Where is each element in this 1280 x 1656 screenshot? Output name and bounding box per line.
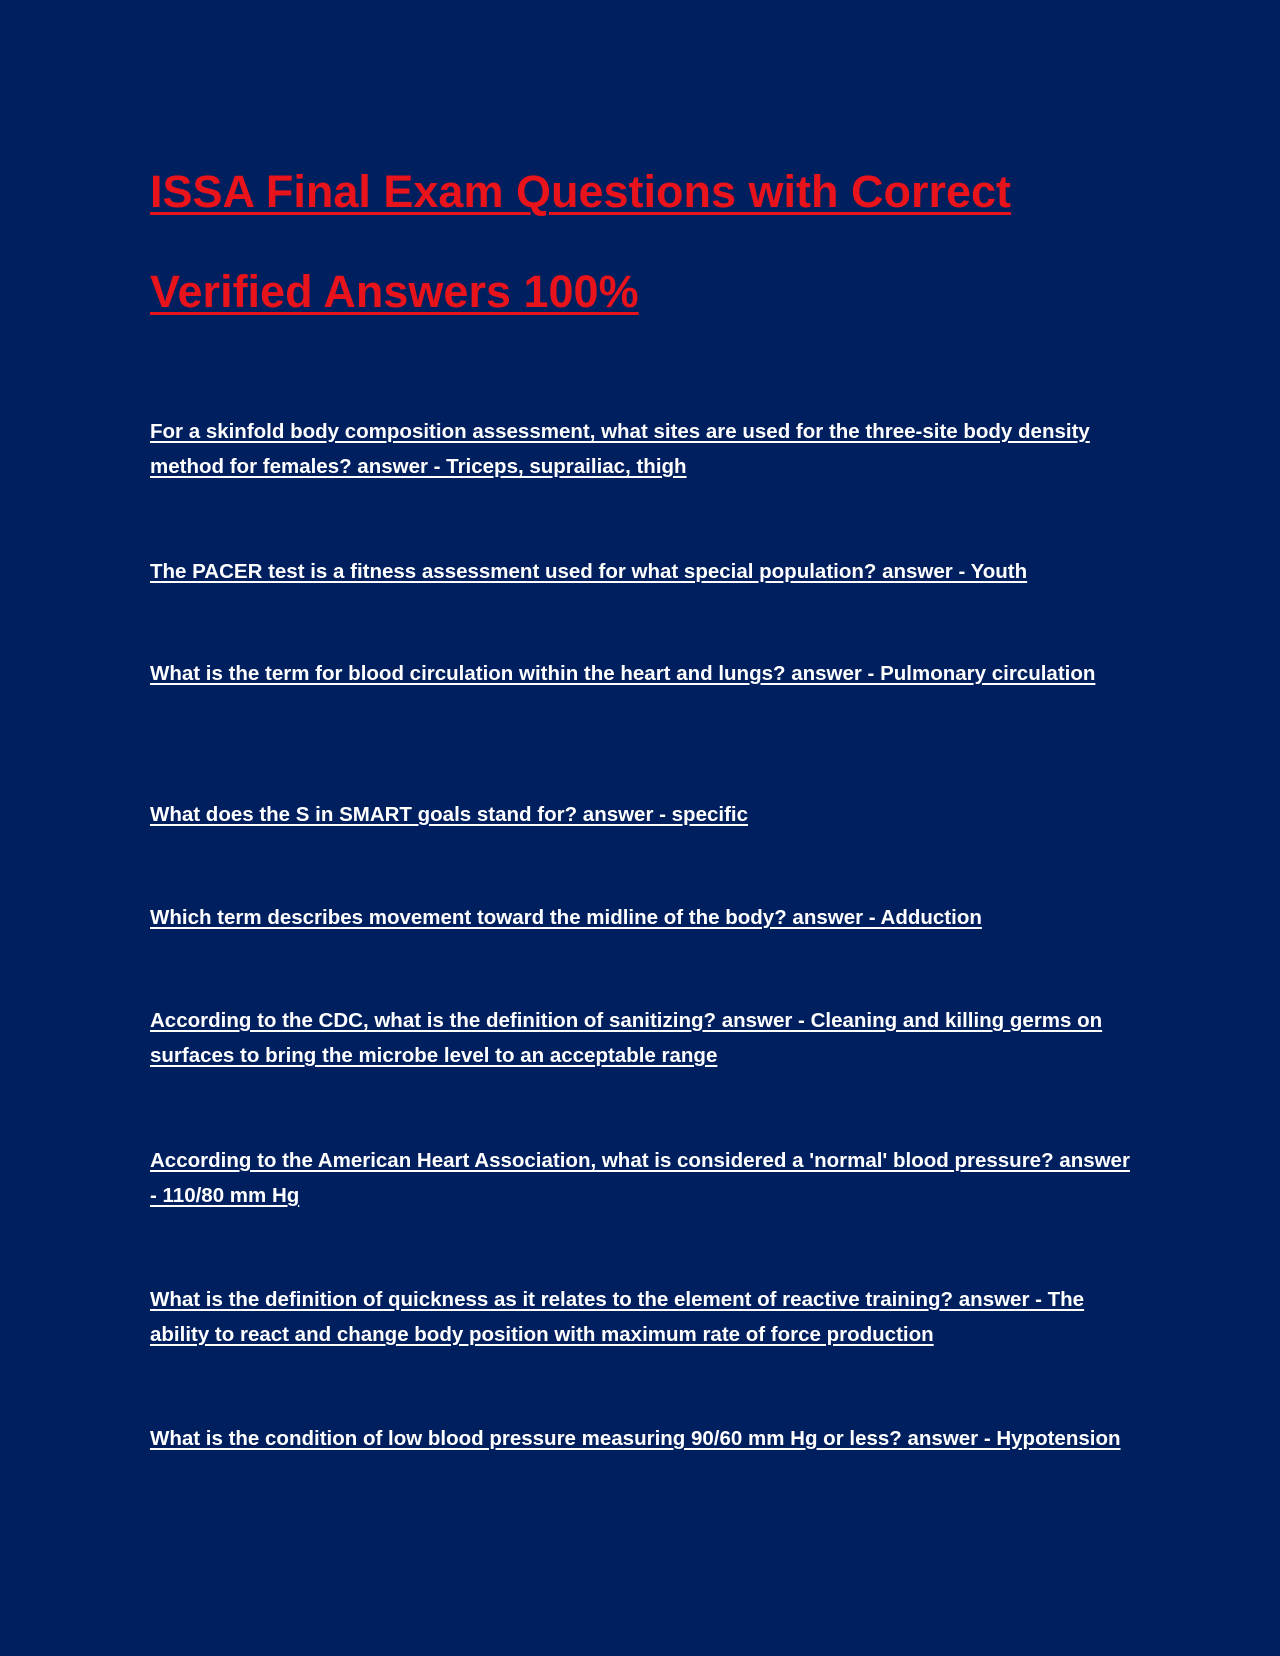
qa-item: What is the condition of low blood pressure measuring 90/60 mm Hg or less? answer - Hypotension: [150, 1427, 1121, 1450]
qa-item: What is the definition of quickness as it relates to the element of reactive training? answer - The ability to react and change body position with maximum rate of force production: [150, 1288, 1085, 1346]
qa-item: What is the term for blood circulation within the heart and lungs? answer - Pulmonary circulation: [150, 662, 1096, 685]
document-title: ISSA Final Exam Questions with Correct Verified Answers 100%: [150, 166, 1012, 317]
qa-item: Which term describes movement toward the midline of the body? answer - Adduction: [150, 906, 982, 929]
qa-item: What does the S in SMART goals stand for? answer - specific: [150, 803, 749, 826]
qa-item: For a skinfold body composition assessment, what sites are used for the three-site body density method for females? answer - Triceps, suprailiac, thigh: [150, 420, 1090, 478]
qa-item: The PACER test is a fitness assessment used for what special population? answer - Youth: [150, 560, 1028, 583]
qa-item: According to the CDC, what is the definition of sanitizing? answer - Cleaning and killing germs on surfaces to bring the microbe level to an acceptable range: [150, 1009, 1103, 1067]
document-page: [150, 0, 1140, 1656]
qa-item: According to the American Heart Association, what is considered a 'normal' blood pressure? answer - 110/80 mm Hg: [150, 1149, 1130, 1207]
